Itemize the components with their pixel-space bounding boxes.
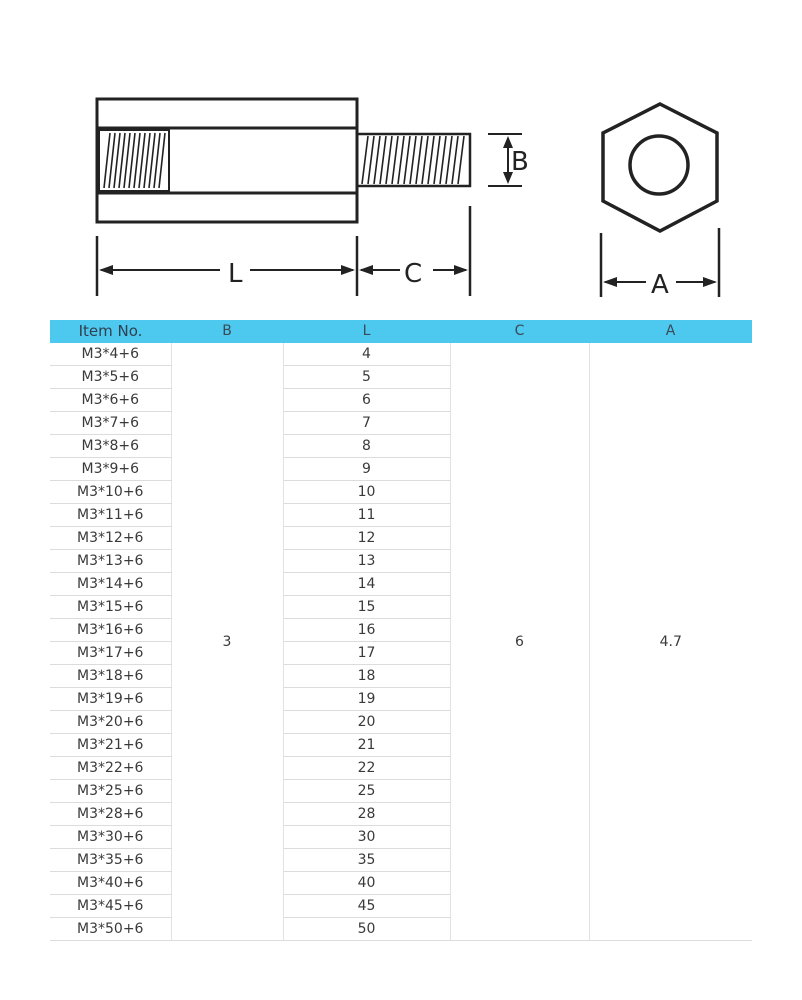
cell-l: 14 <box>283 573 450 596</box>
cell-l: 30 <box>283 826 450 849</box>
header-l: L <box>283 320 450 343</box>
cell-item-no: M3*4+6 <box>50 343 171 366</box>
header-item-no: Item No. <box>50 320 171 343</box>
dimension-a <box>601 228 719 300</box>
cell-l: 5 <box>283 366 450 389</box>
cell-b-shared: 3 <box>171 343 283 941</box>
cell-item-no: M3*7+6 <box>50 412 171 435</box>
spec-table <box>50 320 752 941</box>
cell-l: 17 <box>283 642 450 665</box>
cell-l: 19 <box>283 688 450 711</box>
cell-item-no: M3*10+6 <box>50 481 171 504</box>
hex-end-view <box>603 104 717 231</box>
cell-item-no: M3*21+6 <box>50 734 171 757</box>
cell-item-no: M3*35+6 <box>50 849 171 872</box>
cell-l: 13 <box>283 550 450 573</box>
cell-item-no: M3*45+6 <box>50 895 171 918</box>
cell-l: 21 <box>283 734 450 757</box>
cell-item-no: M3*28+6 <box>50 803 171 826</box>
cell-item-no: M3*8+6 <box>50 435 171 458</box>
cell-l: 20 <box>283 711 450 734</box>
cell-item-no: M3*20+6 <box>50 711 171 734</box>
cell-l: 4 <box>283 343 450 366</box>
cell-l: 22 <box>283 757 450 780</box>
standoff-side-view <box>97 99 470 222</box>
cell-item-no: M3*13+6 <box>50 550 171 573</box>
cell-item-no: M3*50+6 <box>50 918 171 941</box>
hexagon-outline <box>603 104 717 231</box>
cell-item-no: M3*17+6 <box>50 642 171 665</box>
table-row <box>50 343 752 366</box>
cell-l: 50 <box>283 918 450 941</box>
cell-l: 35 <box>283 849 450 872</box>
cell-item-no: M3*22+6 <box>50 757 171 780</box>
cell-item-no: M3*16+6 <box>50 619 171 642</box>
label-a: A <box>651 270 669 300</box>
header-c: C <box>450 320 589 343</box>
cell-item-no: M3*12+6 <box>50 527 171 550</box>
cell-l: 6 <box>283 389 450 412</box>
label-b: B <box>511 147 529 177</box>
spec-table-header <box>50 320 752 343</box>
cell-item-no: M3*5+6 <box>50 366 171 389</box>
header-b: B <box>171 320 283 343</box>
label-l: L <box>228 259 243 289</box>
dimension-b <box>488 134 529 186</box>
hex-bore-circle <box>630 136 688 194</box>
dimension-c <box>359 206 470 296</box>
cell-item-no: M3*18+6 <box>50 665 171 688</box>
cell-l: 45 <box>283 895 450 918</box>
cell-l: 15 <box>283 596 450 619</box>
cell-l: 12 <box>283 527 450 550</box>
cell-l: 28 <box>283 803 450 826</box>
cell-item-no: M3*40+6 <box>50 872 171 895</box>
cell-item-no: M3*11+6 <box>50 504 171 527</box>
cell-c-shared: 6 <box>450 343 589 941</box>
cell-item-no: M3*9+6 <box>50 458 171 481</box>
external-thread-lines <box>362 136 464 184</box>
cell-item-no: M3*19+6 <box>50 688 171 711</box>
standoff-diagram <box>0 0 802 315</box>
cell-l: 25 <box>283 780 450 803</box>
cell-l: 8 <box>283 435 450 458</box>
cell-a-shared: 4.7 <box>589 343 752 941</box>
cell-item-no: M3*30+6 <box>50 826 171 849</box>
cell-l: 11 <box>283 504 450 527</box>
cell-l: 7 <box>283 412 450 435</box>
cell-item-no: M3*14+6 <box>50 573 171 596</box>
cell-l: 40 <box>283 872 450 895</box>
label-c: C <box>404 259 423 289</box>
cell-item-no: M3*15+6 <box>50 596 171 619</box>
cell-item-no: M3*6+6 <box>50 389 171 412</box>
cell-l: 10 <box>283 481 450 504</box>
cell-item-no: M3*25+6 <box>50 780 171 803</box>
spec-table-body <box>50 343 752 941</box>
header-a: A <box>589 320 752 343</box>
cell-l: 9 <box>283 458 450 481</box>
dimension-l <box>97 236 357 296</box>
cell-l: 16 <box>283 619 450 642</box>
cell-l: 18 <box>283 665 450 688</box>
